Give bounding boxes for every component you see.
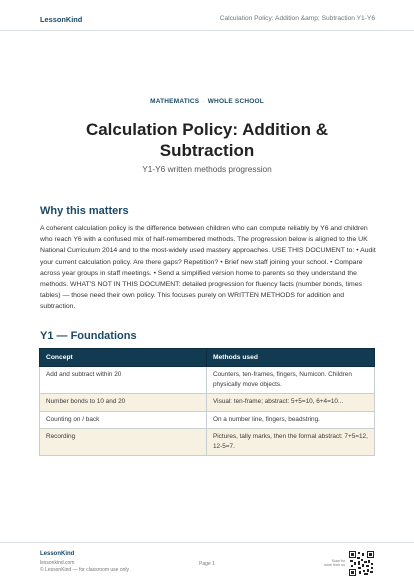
table-row bbox=[40, 412, 375, 429]
header-brand: LessonKind bbox=[40, 15, 83, 24]
footer-copyright: © LessonKind — for classroom use only bbox=[40, 567, 130, 573]
qr-caption-line: more from us bbox=[323, 563, 345, 568]
qr-caption-line: Scan for bbox=[331, 559, 345, 563]
concept-cell: Recording bbox=[40, 429, 207, 456]
y1-methods-table bbox=[39, 348, 375, 456]
footer-divider bbox=[0, 542, 414, 543]
qr-code-icon bbox=[349, 551, 374, 576]
kicker-separator: · bbox=[202, 98, 205, 105]
table-row bbox=[40, 394, 375, 412]
why-paragraph: A coherent calculation policy is the difference between children who can compute reliably by Y6 and children who reach Y6 with a confused mix of half-remembered methods. The progression below is aligned to the UK National Curriculum 2014 and to the most-widely used mastery approaches. USE THIS DOCUMENT to: • Audit your current calculation policy. Are there gaps? Repetition? • Brief new staff joining your school. • Compare across year groups in staff meetings. • Send a simplified version home to parents so they understand the methods. WHAT'S NOT IN THIS DOCUMENT: detailed progression for fluency facts (number bonds, times tables) — those need their own policy. This focuses purely on WRITTEN METHODS for addition and subtraction. bbox=[40, 225, 376, 311]
table-header-row bbox=[40, 349, 375, 367]
table-row bbox=[40, 367, 375, 394]
methods-cell: Counters, ten-frames, fingers, Numicon. Children physically move objects. bbox=[207, 367, 375, 394]
footer-website: lessonkind.com bbox=[40, 560, 75, 566]
methods-cell: On a number line, fingers, beadstring. bbox=[207, 412, 375, 429]
page-title: Calculation Policy: Addition & Subtraction bbox=[85, 120, 329, 160]
column-header-methods: Methods used bbox=[207, 349, 375, 367]
page-subtitle: Y1-Y6 written methods progression bbox=[142, 164, 272, 174]
y1-heading: Y1 — Foundations bbox=[40, 330, 137, 342]
table-row bbox=[40, 429, 375, 456]
page-number: Page 1 bbox=[199, 561, 215, 567]
kicker-audience: WHOLE SCHOOL bbox=[207, 98, 264, 105]
header-document-reference: Calculation Policy: Addition &amp; Subtraction Y1-Y6 bbox=[219, 15, 375, 22]
methods-cell: Visual: ten-frame; abstract: 5+5=10, 6+4=10... bbox=[207, 394, 375, 412]
qr-caption bbox=[313, 559, 345, 568]
methods-cell: Pictures, tally marks, then the formal abstract: 7+5=12, 12-5=7. bbox=[207, 429, 375, 456]
concept-cell: Counting on / back bbox=[40, 412, 207, 429]
concept-cell: Add and subtract within 20 bbox=[40, 367, 207, 394]
concept-cell: Number bonds to 10 and 20 bbox=[40, 394, 207, 412]
column-header-concept: Concept bbox=[40, 349, 207, 367]
page-header bbox=[0, 0, 414, 31]
subject-kicker bbox=[0, 98, 414, 105]
kicker-subject: MATHEMATICS bbox=[150, 98, 200, 105]
why-heading: Why this matters bbox=[40, 205, 129, 217]
footer-brand: LessonKind bbox=[40, 551, 75, 557]
